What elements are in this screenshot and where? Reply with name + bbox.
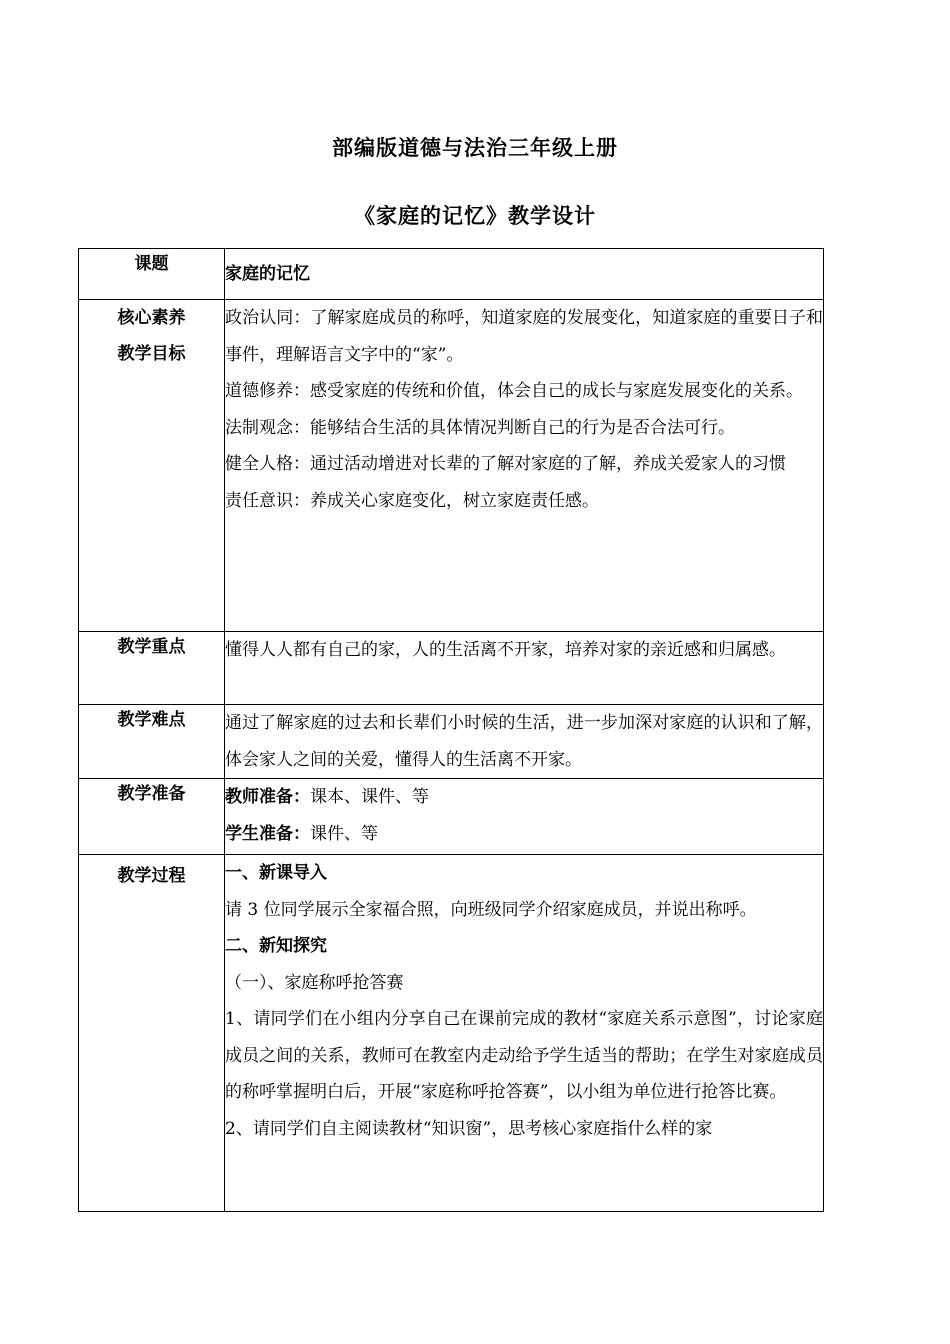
document-subtitle: 《家庭的记忆》教学设计: [354, 204, 596, 228]
subsection-heading: （一）、家庭称呼抢答赛: [225, 972, 404, 993]
teacher-preparation: [225, 779, 823, 816]
preparation-label: 教学准备: [79, 779, 225, 855]
table-row-key-points: [79, 632, 824, 705]
process-label: 教学过程: [79, 855, 225, 1212]
process-content: [225, 855, 824, 1212]
table-row-difficulties: [79, 705, 824, 779]
table-row-goals: [79, 300, 824, 632]
goal-item: 法制观念：能够结合生活的具体情况判断自己的行为是否合法可行。: [225, 417, 735, 438]
student-preparation-value: 课件、等: [310, 823, 378, 844]
document-title: 部编版道德与法治三年级上册: [332, 136, 618, 160]
student-preparation: [225, 816, 823, 853]
teacher-preparation-value: 课本、课件、等: [310, 787, 429, 807]
goal-item: 健全人格：通过活动增进对长辈的了解对家庭的了解，养成关爱家人的习惯: [225, 454, 786, 474]
table-row-topic: [79, 249, 824, 300]
student-preparation-label: 学生准备：: [225, 823, 310, 844]
step-text: 2、请同学们自主阅读教材“知识窗”，思考核心家庭指什么样的家: [225, 1118, 713, 1139]
section-heading: 一、新课导入: [225, 863, 327, 883]
lesson-plan-table: [78, 248, 824, 1212]
goal-item: 政治认同：了解家庭成员的称呼，知道家庭的发展变化，知道家庭的重要日子和事件，理解语言文字中的“家”。: [225, 308, 823, 365]
difficulties-value: 通过了解家庭的过去和长辈们小时候的生活，进一步加深对家庭的认识和了解，体会家人之间的关爱，懂得人的生活离不开家。: [225, 705, 824, 779]
goal-item: 责任意识：养成关心家庭变化，树立家庭责任感。: [225, 490, 599, 511]
table-row-process: [79, 855, 824, 1212]
section-heading: 二、新知探究: [225, 936, 327, 956]
goal-item: 道德修养：感受家庭的传统和价值，体会自己的成长与家庭发展变化的关系。: [225, 381, 803, 401]
step-text: 1、请同学们在小组内分享自己在课前完成的教材“家庭关系示意图”，讨论家庭成员之间的关系，教师可在教室内走动给予学生适当的帮助；在学生对家庭成员的称呼掌握明白后，开展“家庭称呼抢答赛”，以小组为单位进行抢答比赛。: [225, 1009, 823, 1102]
key-points-label: 教学重点: [79, 632, 225, 705]
goals-content: [225, 300, 824, 632]
teacher-preparation-label: 教师准备：: [225, 787, 310, 807]
difficulties-label: 教学难点: [79, 705, 225, 779]
topic-value: 家庭的记忆: [225, 249, 824, 300]
preparation-content: [225, 779, 824, 855]
topic-label: 课题: [79, 249, 225, 300]
goals-label-line2: 教学目标: [117, 344, 186, 364]
goals-label: [79, 300, 225, 632]
section-text: 请 3 位同学展示全家福合照，向班级同学介绍家庭成员，并说出称呼。: [225, 899, 757, 920]
key-points-value: 懂得人人都有自己的家，人的生活离不开家，培养对家的亲近感和归属感。: [225, 632, 824, 705]
table-row-preparation: [79, 779, 824, 855]
goals-label-line1: 核心素养: [117, 308, 186, 328]
